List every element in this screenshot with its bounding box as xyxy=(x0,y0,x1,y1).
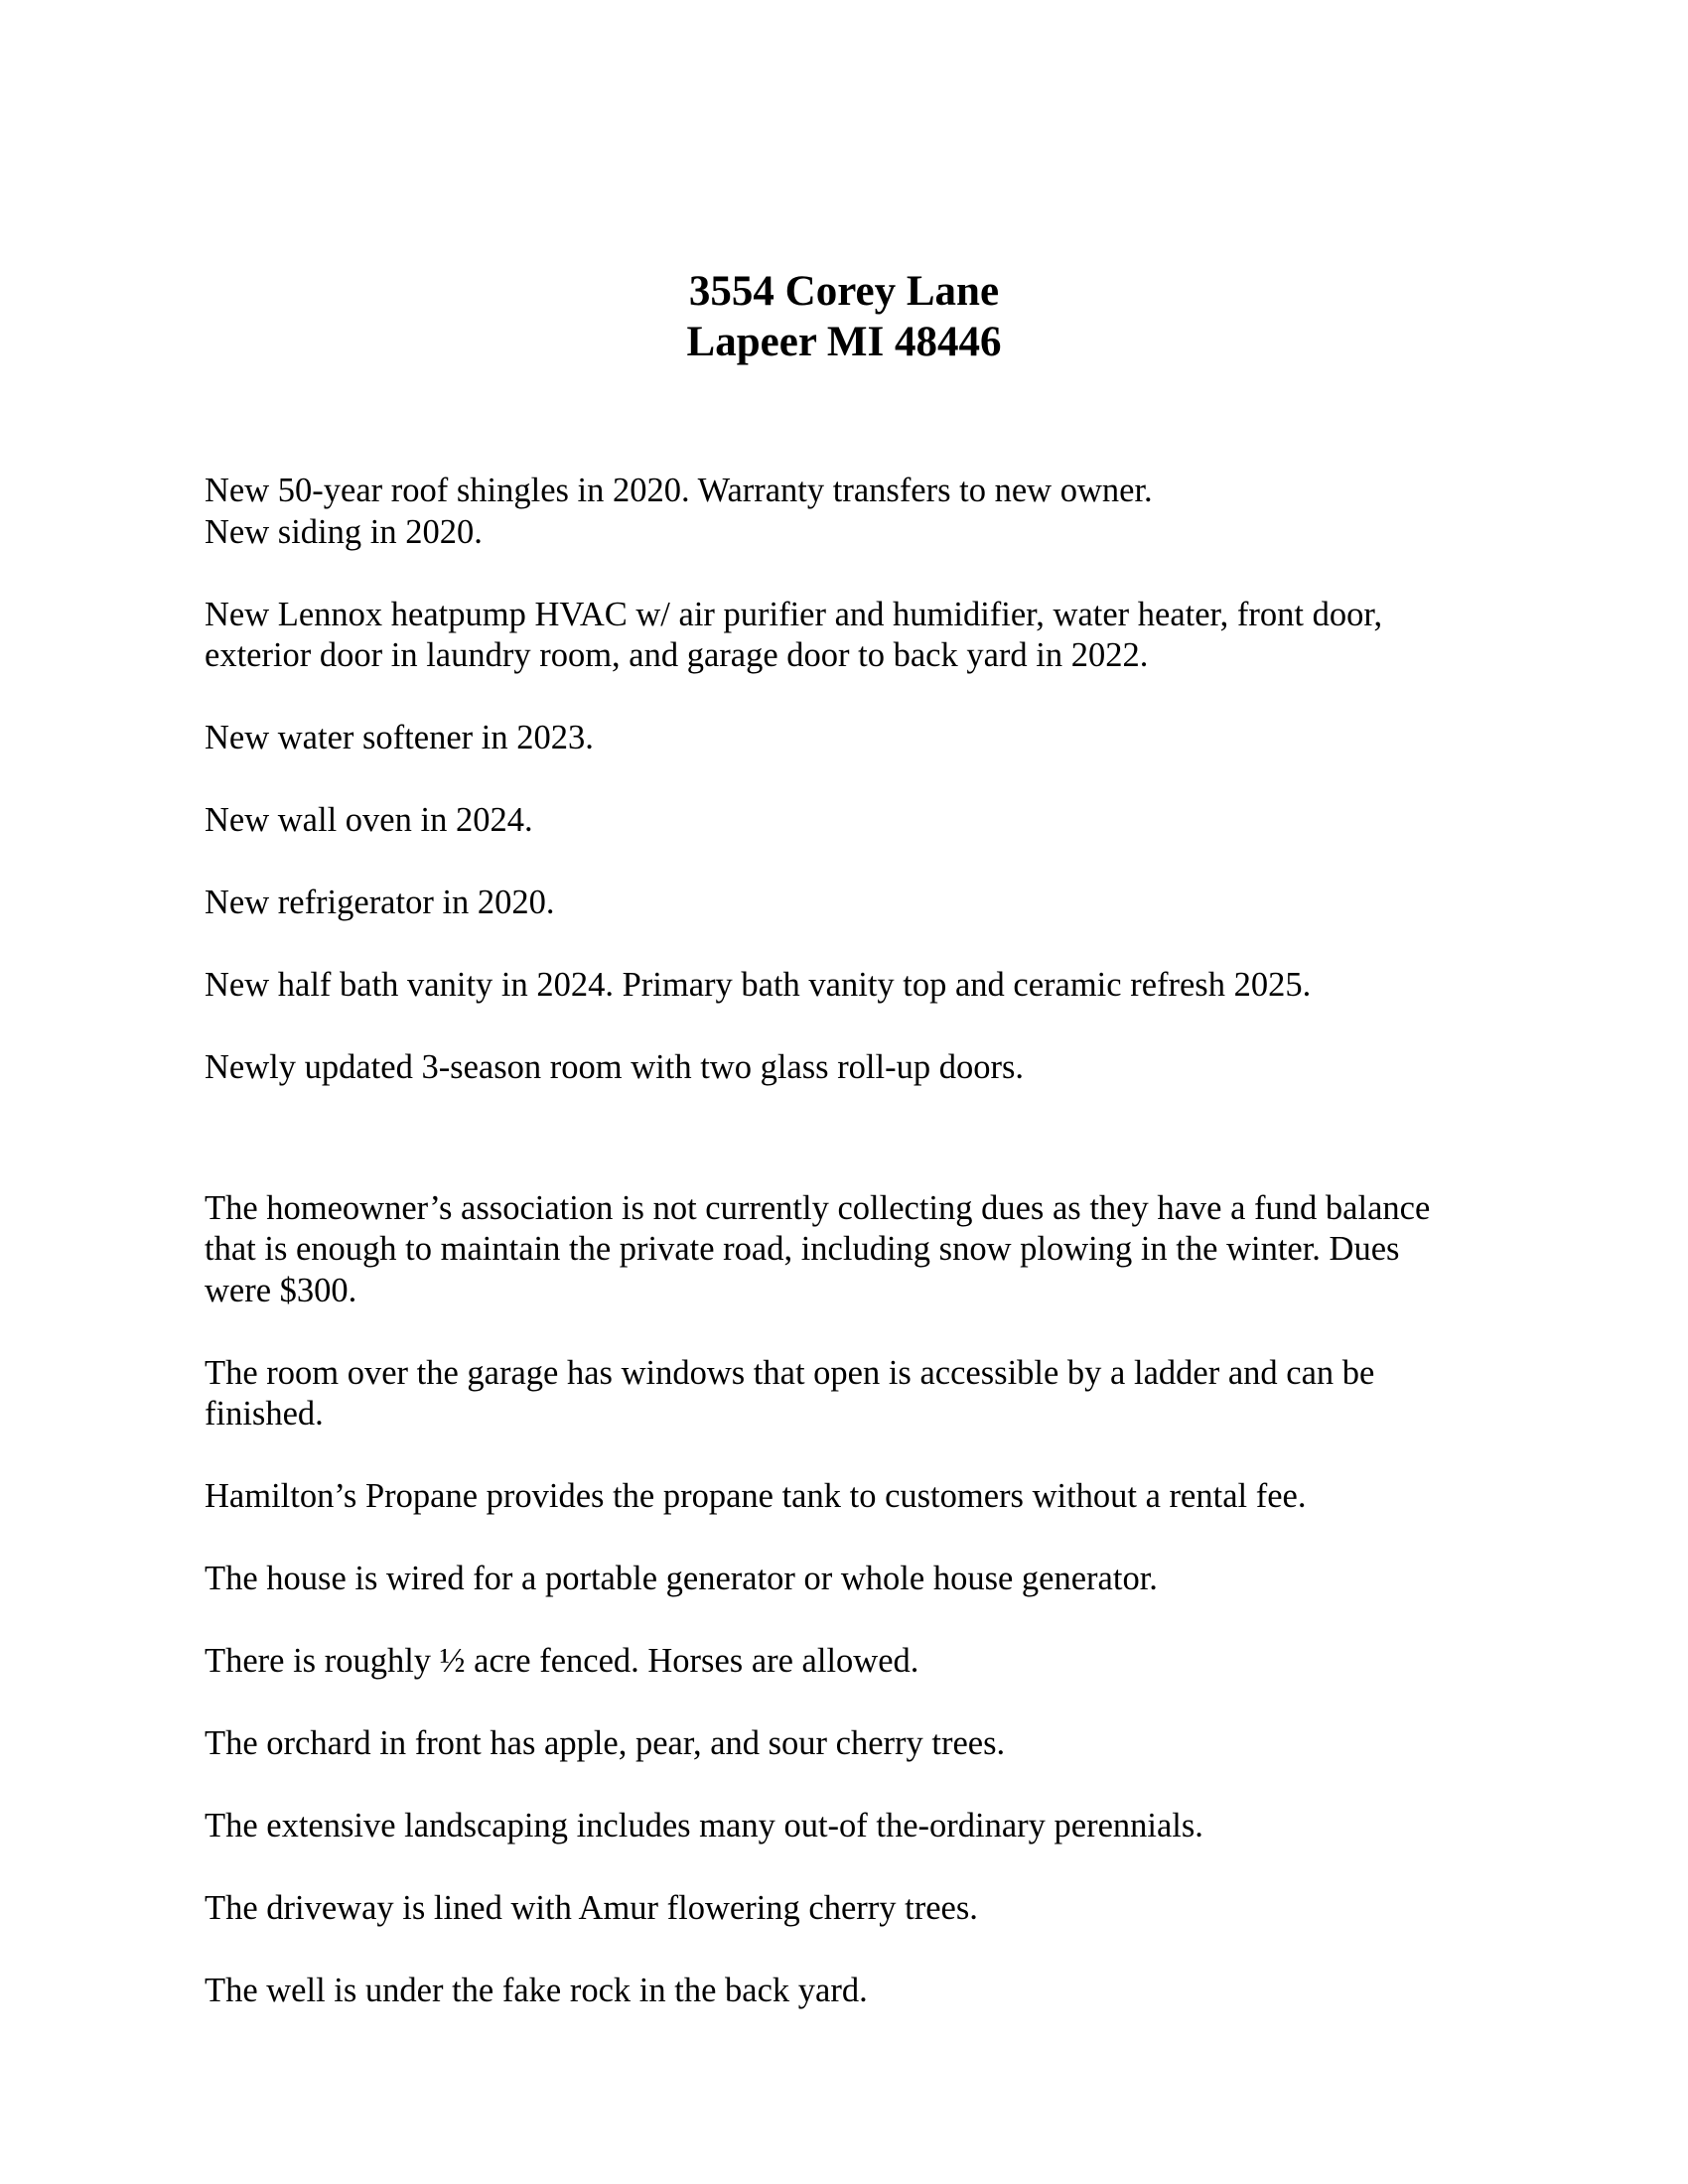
text-line: The homeowner’s association is not currently collecting dues as they have a fund balance xyxy=(205,1188,1431,1227)
text-line: The room over the garage has windows that open is accessible by a ladder and can be xyxy=(205,1353,1375,1392)
text-line: New wall oven in 2024. xyxy=(205,801,533,839)
text-line: were $300. xyxy=(205,1271,357,1309)
text-line: The orchard in front has apple, pear, and sour cherry trees. xyxy=(205,1724,1006,1762)
paragraph-fenced xyxy=(205,1641,1495,1683)
text-line: Hamilton’s Propane provides the propane tank to customers without a rental fee. xyxy=(205,1477,1307,1515)
text-line: The house is wired for a portable generator or whole house generator. xyxy=(205,1560,1158,1597)
text-line: New half bath vanity in 2024. Primary bath vanity top and ceramic refresh 2025. xyxy=(205,966,1312,1004)
paragraph-generator xyxy=(205,1559,1495,1600)
text-line: New water softener in 2023. xyxy=(205,719,594,756)
paragraph-hvac xyxy=(205,595,1495,677)
paragraph-garage-room xyxy=(205,1353,1495,1435)
document-body xyxy=(205,471,1495,2012)
paragraph-well xyxy=(205,1971,1495,2012)
text-line: New 50-year roof shingles in 2020. Warranty transfers to new owner. xyxy=(205,472,1153,509)
text-line: The well is under the fake rock in the back yard. xyxy=(205,1972,868,2009)
text-line: finished. xyxy=(205,1395,324,1433)
paragraph-water-softener xyxy=(205,718,1495,759)
paragraph-propane xyxy=(205,1476,1495,1518)
paragraph-wall-oven xyxy=(205,800,1495,842)
title-address-street: 3554 Corey Lane xyxy=(688,268,1000,315)
paragraph-orchard xyxy=(205,1723,1495,1765)
text-line: The driveway is lined with Amur flowering cherry trees. xyxy=(205,1889,978,1927)
text-line: New Lennox heatpump HVAC w/ air purifier and humidifier, water heater, front door, xyxy=(205,595,1383,633)
paragraph-landscaping xyxy=(205,1806,1495,1847)
paragraph-bath-vanity xyxy=(205,965,1495,1007)
text-line: exterior door in laundry room, and garage door to back yard in 2022. xyxy=(205,636,1149,674)
paragraph-hoa xyxy=(205,1188,1495,1312)
text-line: New siding in 2020. xyxy=(205,512,483,551)
text-line: There is roughly ½ acre fenced. Horses are allowed. xyxy=(205,1642,919,1680)
text-line: New refrigerator in 2020. xyxy=(205,884,555,921)
text-line: The extensive landscaping includes many out-of the-ordinary perennials. xyxy=(205,1807,1203,1844)
paragraph-refrigerator xyxy=(205,883,1495,924)
paragraph-season-room xyxy=(205,1047,1495,1089)
paragraph-roof-siding xyxy=(205,471,1495,553)
text-line: that is enough to maintain the private road, including snow plowing in the winter. Dues xyxy=(205,1230,1400,1268)
text-line: Newly updated 3-season room with two glass roll-up doors. xyxy=(205,1048,1025,1086)
document-title xyxy=(0,266,1688,367)
paragraph-driveway xyxy=(205,1888,1495,1930)
title-address-city: Lapeer MI 48446 xyxy=(686,319,1002,365)
